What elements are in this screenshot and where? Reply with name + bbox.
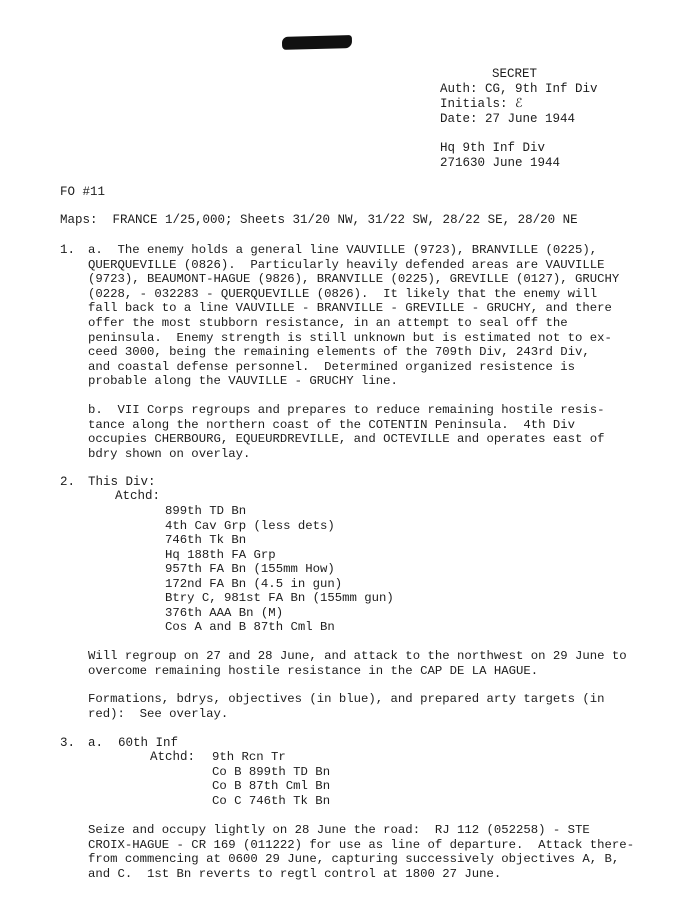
list-item: Co B 899th TD Bn (212, 764, 331, 779)
text-line: and C. 1st Bn reverts to regtl control at 1800 27 June. (88, 866, 502, 881)
text-line: Formations, bdrys, objectives (in blue), and prepared arty targets (in (88, 692, 605, 706)
text-line: offer the most stubborn resistance, in an attempt to seal off the (88, 316, 568, 330)
para-2-title: This Div: (88, 475, 156, 489)
text-line: Will regroup on 27 and 28 June, and attack to the northwest on 29 June to (88, 649, 627, 663)
text-line: a. The enemy holds a general line VAUVILLE (9723), BRANVILLE (0225), (88, 243, 598, 257)
text-line: red): See overlay. (88, 706, 229, 721)
text-line: peninsula. Enemy strength is still unknown but is estimated not to ex- (88, 330, 612, 345)
para-3-number: 3. (60, 736, 76, 750)
text-line: Seize and occupy lightly on 28 June the road: RJ 112 (052258) - STE (88, 823, 590, 837)
list-item: 746th Tk Bn (165, 533, 247, 547)
text-line: tance along the northern coast of the COTENTIN Peninsula. 4th Div (88, 417, 576, 432)
text-line: probable along the VAUVILLE - GRUCHY line. (88, 374, 398, 389)
para-2-number: 2. (60, 475, 76, 489)
maps-line: Maps: FRANCE 1/25,000; Sheets 31/20 NW, 31/22 SW, 28/22 SE, 28/20 NE (60, 213, 578, 227)
text-line: QUERQUEVILLE (0826). Particularly heavily defended areas are VAUVILLE (88, 257, 605, 272)
redaction-mark (282, 35, 352, 50)
initials-line: Initials: ℰ (440, 97, 523, 111)
text-line: bdry shown on overlay. (88, 446, 251, 461)
list-item: Hq 188th FA Grp (165, 547, 276, 562)
text-line: overcome remaining hostile resistance in the CAP DE LA HAGUE. (88, 663, 539, 678)
para-1-number: 1. (60, 243, 76, 257)
text-line: from commencing at 0600 29 June, capturing successively objectives A, B, (88, 852, 620, 867)
list-item: Co B 87th Cml Bn (212, 779, 331, 793)
list-item: 376th AAA Bn (M) (165, 605, 284, 620)
attached-label: Atchd: (150, 750, 196, 764)
list-item: Cos A and B 87th Cml Bn (165, 620, 335, 634)
text-line: CROIX-HAGUE - CR 169 (011222) for use as line of departure. Attack there- (88, 837, 635, 852)
classification: SECRET (492, 67, 538, 81)
text-line: ceed 3000, being the remaining elements of the 709th Div, 243rd Div, (88, 345, 590, 360)
attached-label: Atchd: (115, 489, 161, 503)
hq-dtg: 271630 June 1944 (440, 156, 561, 170)
list-item: Btry C, 981st FA Bn (155mm gun) (165, 591, 394, 605)
text-line: (0228, - 032283 - QUERQUEVILLE (0826). It likely that the enemy will (88, 286, 598, 301)
text-line: (9723), BEAUMONT-HAGUE (9826), BRANVILLE (0225), GREVILLE (0127), GRUCHY (88, 272, 620, 287)
list-item: 172nd FA Bn (4.5 in gun) (165, 576, 343, 591)
list-item: 957th FA Bn (155mm How) (165, 562, 335, 576)
para-3a-heading: a. 60th Inf (88, 736, 179, 750)
text-line: occupies CHERBOURG, EQUEURDREVILLE, and OCTEVILLE and operates east of (88, 432, 605, 447)
text-line: and coastal defense personnel. Determined organized resistence is (88, 359, 576, 374)
text-line: fall back to a line VAUVILLE - BRANVILLE - GREVILLE - GRUCHY, and there (88, 301, 612, 316)
list-item: Co C 746th Tk Bn (212, 793, 331, 808)
field-order-number: FO #11 (60, 185, 106, 199)
text-line: b. VII Corps regroups and prepares to reduce remaining hostile resis- (88, 403, 605, 417)
list-item: 4th Cav Grp (less dets) (165, 518, 335, 533)
date-line: Date: 27 June 1944 (440, 112, 576, 126)
auth-line: Auth: CG, 9th Inf Div (440, 82, 598, 96)
list-item: 9th Rcn Tr (212, 750, 286, 764)
list-item: 899th TD Bn (165, 504, 247, 518)
hq-unit: Hq 9th Inf Div (440, 141, 546, 155)
